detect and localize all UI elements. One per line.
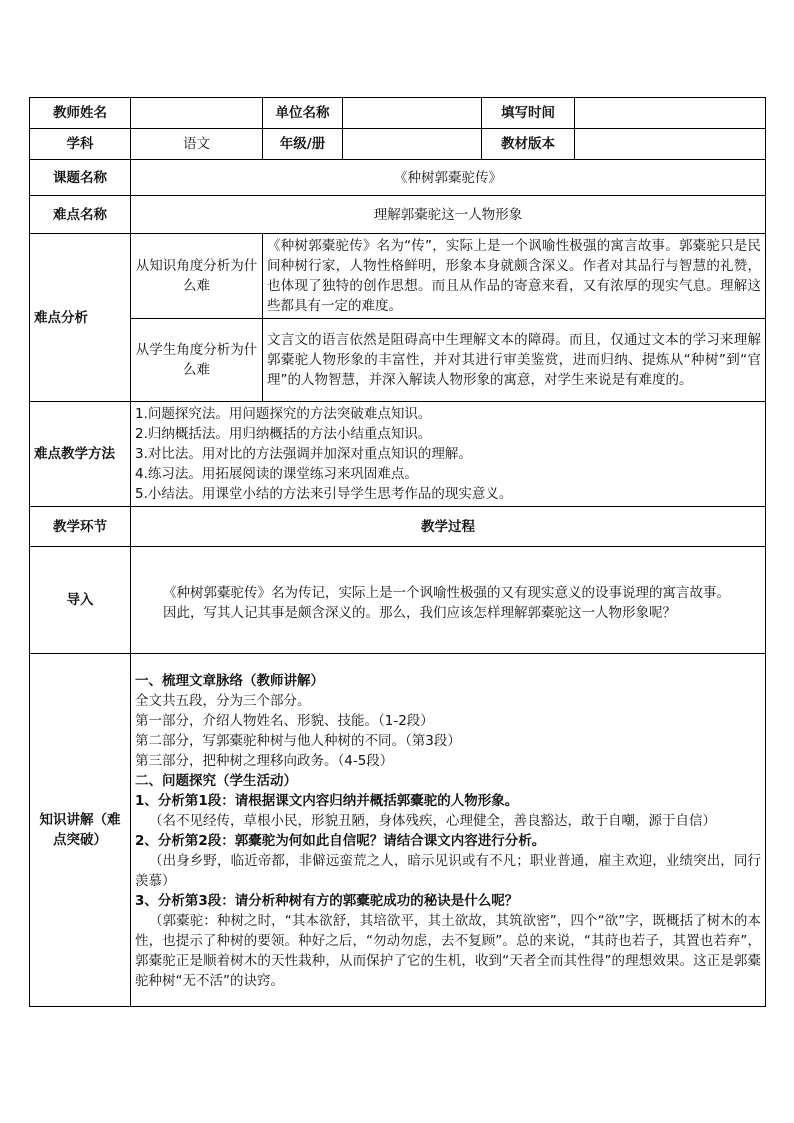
row-topic (30, 160, 766, 196)
outline-line: 第二部分，写郭橐驼种树与他人种树的不同。（第3段） (135, 733, 461, 749)
fill-time-label: 填写时间 (482, 98, 575, 129)
method-item: 3.对比法。用对比的方法强调并加深对重点知识的理解。 (135, 446, 472, 462)
subject-label: 学科 (30, 129, 131, 160)
answer: （郭橐驼：种树之时，“其本欲舒，其培欲平，其土欲故，其筑欲密”，四个“欲”字，既概括了树木的本性，也提示了种树的要领。种好之后，“勿动勿虑，去不复顾”。总的来说，“其莳也若子，其置也若弃”，郭橐驼正是顺着树木的天性栽种，从而保护了它的生机，收到“天者全而其性得”的理想效果。这正是郭橐驼种树“无不活”的诀窍。 (135, 913, 761, 989)
teacher-name-value (131, 98, 263, 129)
section-heading: 二、问题探究（学生活动） (135, 773, 297, 789)
fill-time-value (575, 98, 766, 129)
analysis-label: 难点分析 (30, 234, 131, 402)
method-item: 1.问题探究法。用问题探究的方法突破难点知识。 (135, 406, 432, 422)
topic-label: 课题名称 (30, 160, 131, 196)
difficulty-value: 理解郭橐驼这一人物形象 (131, 196, 766, 234)
student-angle-text: 文言文的语言依然是阻碍高中生理解文本的障碍。而且，仅通过文本的学习来理解郭橐驼人物形象的丰富性，并对其进行审美鉴赏，进而归纳、提炼从“种树”到“官理”的人物智慧，并深入解读人物形象的寓意，对学生来说是有难度的。 (263, 319, 766, 402)
row-teacher (30, 98, 766, 129)
grade-label: 年级/册 (263, 129, 343, 160)
unit-name-label: 单位名称 (263, 98, 343, 129)
answer: （出身乡野，临近帝都，非僻远蛮荒之人，暗示见识或有不凡；职业普通，雇主欢迎，业绩突出，同行羡慕） (135, 853, 761, 889)
question: 1、分析第1段：请根据课文内容归纳并概括郭橐驼的人物形象。 (135, 793, 519, 809)
edition-label: 教材版本 (482, 129, 575, 160)
question: 3、分析第3段：请分析种树有方的郭橐驼成功的秘诀是什么呢？ (135, 893, 519, 909)
lecture-content (131, 654, 766, 1007)
row-lecture (30, 654, 766, 1007)
intro-content (131, 547, 766, 654)
process-label: 教学过程 (131, 507, 766, 547)
methods-label: 难点教学方法 (30, 402, 131, 507)
method-item: 2.归纳概括法。用归纳概括的方法小结重点知识。 (135, 426, 432, 442)
methods-list (131, 402, 766, 507)
lesson-plan-table (29, 97, 766, 1007)
intro-paragraph: 因此，写其人记其事是颇含深义的。那么，我们应该怎样理解郭橐驼这一人物形象呢？ (163, 605, 676, 621)
outline-line: 第三部分，把种树之理移向政务。（4-5段） (135, 753, 394, 769)
row-difficulty (30, 196, 766, 234)
teacher-name-label: 教师姓名 (30, 98, 131, 129)
row-methods (30, 402, 766, 507)
row-process-header (30, 507, 766, 547)
section-heading: 一、梳理文章脉络（教师讲解） (135, 673, 324, 689)
row-analysis-student (30, 319, 766, 402)
grade-value (343, 129, 482, 160)
lecture-label: 知识讲解（难点突破） (30, 654, 131, 1007)
stage-label: 教学环节 (30, 507, 131, 547)
topic-value: 《种树郭橐驼传》 (131, 160, 766, 196)
outline-line: 第一部分，介绍人物姓名、形貌、技能。（1-2段） (135, 713, 434, 729)
outline-line: 全文共五段，分为三个部分。 (135, 693, 311, 709)
difficulty-label: 难点名称 (30, 196, 131, 234)
question: 2、分析第2段：郭橐驼为何如此自信呢？请结合课文内容进行分析。 (135, 833, 546, 849)
unit-name-value (343, 98, 482, 129)
student-angle-label: 从学生角度分析为什么难 (131, 319, 263, 402)
edition-value (575, 129, 766, 160)
row-intro (30, 547, 766, 654)
row-analysis-knowledge (30, 234, 766, 319)
subject-value: 语文 (131, 129, 263, 160)
intro-label: 导入 (30, 547, 131, 654)
knowledge-angle-label: 从知识角度分析为什么难 (131, 234, 263, 319)
method-item: 5.小结法。用课堂小结的方法来引导学生思考作品的现实意义。 (135, 486, 513, 502)
knowledge-angle-text: 《种树郭橐驼传》名为“传”，实际上是一个讽喻性极强的寓言故事。郭橐驼只是民间种树行家，人物性格鲜明，形象本身就颇含深义。作者对其品行与智慧的礼赞，也体现了独特的创作思想。而且从作品的寄意来看，又有浓厚的现实气息。理解这些都具有一定的难度。 (263, 234, 766, 319)
method-item: 4.练习法。用拓展阅读的课堂练习来巩固难点。 (135, 466, 418, 482)
row-subject (30, 129, 766, 160)
intro-paragraph: 《种树郭橐驼传》名为传记，实际上是一个讽喻性极强的又有现实意义的设事说理的寓言故事。 (163, 585, 730, 601)
answer: （名不见经传，草根小民，形貌丑陋，身体残疾，心理健全，善良豁达，敢于自嘲，源于自信） (149, 813, 716, 829)
